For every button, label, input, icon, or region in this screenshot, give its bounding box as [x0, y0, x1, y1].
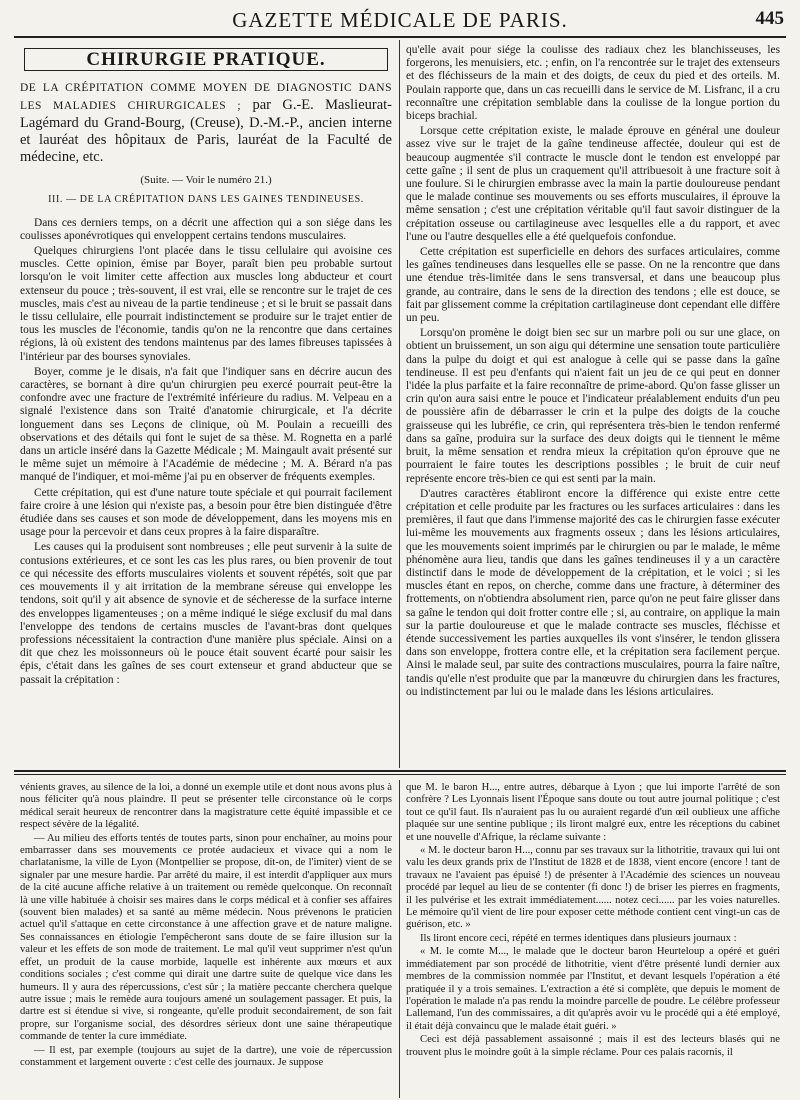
paragraph: Ceci est déjà passablement assaisonné ; mais il est des lecteurs blasés qui ne trouvent plus le moindre goût à la simple réclame. Pour ces palais racornis, il [406, 1034, 780, 1058]
quotation: « M. le comte M..., le malade que le docteur baron Heurteloup a opéré et guéri immédiatement par son procédé de lithotritie, vient d'être présenté lundi dernier aux membres de la commission nommée par l'Institut, et devant lesquels l'opération a été pratiquée il y a trois semaines. L'extraction a été si complète, que depuis le moment de l'opération le malade n'a pas rendu la moindre parcelle de poudre. Le célèbre professeur Lallemand, l'un des commissaires, a dit qu'après avoir vu le procédé qui a été employé, il était déjà convaincu que le malade était guéri. » [406, 946, 780, 1032]
article-title-lead: DE LA CRÉPITATION COMME MOYEN DE DIAGNOSTIC DANS LES MALADIES CHIRURGICALES ; [20, 82, 392, 113]
page-header [14, 6, 786, 38]
paragraph: qu'elle avait pour siége la coulisse des radiaux chez les blanchisseuses, les forgerons, les menuisiers, etc. ; enfin, on l'a rencontrée sur le trajet des extenseurs et des fléchisseurs de la main et des doigts, de ceux du pied et des orteils. M. Poulain rapporte que, dans un cas recueilli dans le service de M. Lisfranc, il a cru reconnaître une crépitation semblable dans la coulisse de la longue portion du biceps brachial. [406, 44, 780, 123]
paragraph: Lorsque cette crépitation existe, le malade éprouve en général une douleur assez vive sur le trajet de la gaîne tendineuse affectée, douleur qui est de beaucoup augmentée s'il contracte le muscle dont le tendon est enveloppé par cette gaîne ; il sent de plus un craquement qu'il attribuesoit à une fracture soit à une foulure. Si le chirurgien embrasse avec la main la partie douloureuse pendant que le malade continue ses mouvements ou ses efforts musculaires, il éprouve la même sensation ; c'est une crépitation véritable qu'il faut savoir distinguer de la crépitation osseuse ou cartilagineuse avec lesquelles elle a du rapport, et avec l'une ou l'autre desquelles elle a été quelquefois confondue. [406, 125, 780, 243]
column-2 [406, 44, 780, 766]
page-number: 445 [755, 8, 784, 29]
paragraph: Quelques chirurgiens l'ont placée dans le tissu cellulaire qui avoisine ces muscles. Cette opinion, émise par Boyer, paraît bien peu probable surtout lorsqu'on le voit limiter cette affection aux muscles long abducteur et court extenseur du pouce ; très-souvent, il est vrai, elle se rencontre sur le trajet de ces muscles, mais c'est au niveau de la partie tendineuse ; et si le bruit se passait dans le tissu cellulaire, elle pourrait indistinctement se produire sur le trajet entier de tous les muscles de l'économie, tandis qu'on ne la rencontre que dans certaines régions, là où existent des tendons maintenus par des lames fibreuses tapissées à l'intérieur par des bourses synoviales. [20, 245, 392, 363]
journal-title: GAZETTE MÉDICALE DE PARIS. [232, 8, 568, 32]
continuation-note: (Suite. — Voir le numéro 21.) [140, 174, 272, 187]
paragraph: que M. le baron H..., entre autres, débarque à Lyon ; que lui importe l'arrêté de son confrère ? Les Lyonnais lisent l'Époque sans doute ou tout autre journal politique ; c'est tout ce qu'il faut. Ils n'auraient pas lu ou auraient regardé d'un œil oublieux une affiche plaquée sur une sentine publique ; ils liront malgré eux, entre les réceptions du cabinet et une nouvelle d'Afrique, la réclame suivante : [406, 782, 780, 843]
paragraph: Lorsqu'on promène le doigt bien sec sur un marbre poli ou sur une glace, on obtient un bruissement, un son aigu qui détermine une sensation toute particulière dans la pulpe du doigt et qui est analogue à celle qui se passe dans la gaîne tendineuse. Il est peu d'enfants qui n'aient fait un jeu de ce qui peut en donner l'idée la plus parfaite et la faire reconnaître de prime-abord. Qu'on fasse glisser un crin qu'on aura saisi entre le pouce et l'indicateur préalablement enduits d'un peu de poussière afin de débarrasser le crin et la pulpe des doigts de la couche graisseuse qui les lubréfie, ce crin, qui représentera très-bien le tendon renfermé dans sa gaîne, produira sur la surface des deux doigts qui le tiennent le même bruit, la même sensation et rendra mieux la crépitation qu'on éprouve que ne pourraient le faire toutes les descriptions possibles ; le bruit de cuir neuf représente encore très-bien ce qui est senti par la main. [406, 327, 780, 485]
article-title [20, 79, 392, 166]
feuilleton-column-2 [406, 782, 780, 1096]
paragraph: D'autres caractères établiront encore la différence qui existe entre cette crépitation et celle produite par les fractures ou les surfaces articulaires : dans les premières, il faut que dans l'immense majorité des cas le chirurgien fasse exécuter lui-même les mouvements aux fragments osseux ; dans les lésions articulaires, que les mouvements soient imprimés par le chirurgien ou par le malade, le même phénomène aura lieu, tandis que dans les gaînes tendineuses il y a un caractère distinctif dans le mode de développement de la crépitation, et le voici ; si les muscles étant en repos, on cherche, comme dans une fracture, à déterminer des frottements, on n'obtiendra absolument rien, parce qu'on ne peut faire glisser dans sa gaîne le tendon qui doit frotter contre elle ; si, au contraire, on applique la main sur la partie douloureuse et que le malade contracte ses muscles, fléchisse et étende successivement les parties auxquelles ils vont s'insérer, le tendon glissera dans son enveloppe, frottera contre elle, et la crépitation sera facilement perçue. Ainsi le malade seul, par suite des contractions musculaires, pourra la faire naître, tandis qu'elle n'est produite que par la manœuvre du chirurgien dans les fractures, ou indistinctement par lui ou le malade dans les lésions articulaires. [406, 487, 780, 698]
paragraph: vénients graves, au silence de la loi, a donné un exemple utile et dont nous avons plus à nous féliciter qu'à nous plaindre. Il peut se présenter telle circonstance où le corps médical serait heureux de rencontrer dans la magistrature cette équité impassible et ce respect sévère de la légalité. [20, 782, 392, 831]
article-title-author: par G.-E. Maslieurat-Lagémard du Grand-Bourg, (Creuse), D.-M.-P., ancien interne et lauréat des hôpitaux de Paris, lauréat de la Faculté de médecine, etc. [20, 97, 392, 166]
section-title: CHIRURGIE PRATIQUE. [24, 48, 388, 71]
article-subheading: III. — DE LA CRÉPITATION DANS LES GAINES TENDINEUSES. [48, 194, 364, 206]
paragraph: — Il est, par exemple (toujours au sujet de la dartre), une voie de répercussion constamment et largement ouverte : c'est celle des journaux. Je suppose [20, 1044, 392, 1068]
paragraph: Cette crépitation, qui est d'une nature toute spéciale et qui pourrait facilement faire croire à une lésion qui n'existe pas, a besoin pour être bien distinguée d'être étudiée dans ses causes et son mode de développement, dans les moyens mis en usage pour la percevoir et dans ceux propres à la faire disparaître. [20, 486, 392, 539]
section-divider [14, 770, 786, 772]
paragraph: Dans ces derniers temps, on a décrit une affection qui a son siége dans les coulisses aponévrotiques qui enveloppent certains tendons musculaires. [20, 216, 392, 242]
feuilleton-column-1 [20, 782, 392, 1096]
paragraph: — Au milieu des efforts tentés de toutes parts, sinon pour enchaîner, au moins pour embarrasser dans ses mouvements ce protée audacieux et vivace qui a nom le charlatanisme, la ville de Lyon (Montpellier se propose, dit-on, de l'imiter) vient de se signaler par une mesure hardie. Par arrêté du maire, il est interdit d'appliquer aux murs de la cité aucune affiche relative à un traitement ou remède quelconque. On reconnaît là une ville habituée à choisir ses maires dans le corps médical et à confier ses affaires (souvent bien malades) et sa santé au même médecin. Nous prévenons le praticien actuel qu'il s'attaque en cette circonstance à une affection grave et de nature maligne. Ses connaissances en étiologie l'empêcheront sans doute de se faire illusion sur la valeur et les effets de son mode de traitement. Le mal qu'il veut supprimer n'est qu'un effet, un produit de la cause morbide, laquelle est inhérente aux mœurs et aux conditions sociales ; c'est comme qui dirait une dartre suite de quelque vice dans les humeurs. Il y aura des répercussions, c'est sûr ; la matière peccante cherchera quelque autre issue ; mais le remède aura toujours amené un soulagement passager. Et puis, la dartre est si étendue si vive, si rongeante, qu'elle produit secondairement, de son fait propre, sur l'organisme social, des désordres sérieux dont une saine thérapeutique commande de tenter la cure immédiate. [20, 832, 392, 1043]
paragraph: Les causes qui la produisent sont nombreuses ; elle peut survenir à la suite de contusions extérieures, et ce sont les cas les plus rares, ou bien provenir de tout ce qui nécessite des efforts musculaires violents et souvent répétés, soit que par ces mouvements il y ait irritation de la membrane séreuse qui enveloppe les tendons, soit qu'il y ait absence de synovie et de sécheresse de la surface interne des enveloppes ligamenteuses ; on a même indiqué le siége exclusif du mal dans l'enveloppe des tendons de certains muscles de l'avant-bras dont quelques professions nécessitaient la contraction d'une manière plus spéciale. Ainsi on a dit que chez les moissonneurs où le pouce était souvent écarté pour saisir les épis, c'était dans les gaînes de ses court extenseur et grand abducteur que se passait la crépitation : [20, 541, 392, 686]
column-divider [399, 40, 400, 768]
column-1 [20, 44, 392, 766]
section-divider-thin [14, 774, 786, 775]
column-divider-lower [399, 780, 400, 1098]
paragraph: Cette crépitation est superficielle en dehors des surfaces articulaires, comme les gaînes tendineuses dans lesquelles elle se passe. On ne la rencontre que dans une étendue très-limitée dans le sens transversal, et dans une beaucoup plus grande, au contraire, dans le sens de la direction des tendons ; elle est douce, se fait par glissement comme la crépitation cartilagineuse dont cependant elle diffère un peu. [406, 246, 780, 325]
paragraph: Boyer, comme je le disais, n'a fait que l'indiquer sans en décrire aucun des caractères, se bornant à dire qu'un chirurgien peu exercé pourrait peut-être la confondre avec une fracture de l'extrémité inférieure du radius. M. Velpeau en a signalé l'existence dans son Traité d'anatomie chirurgicale, et l'a décrite longuement dans ses Leçons de clinique, où M. Poulain a recueilli des observations et des détails qui font le sujet de sa thèse. M. Rognetta en a parlé dans un article inséré dans la Gazette Médicale ; M. Maingault avait présenté sur le même sujet un mémoire à l'Académie de médecine ; M. A. Bérard n'a pas manqué de l'indiquer, et moi-même j'ai pu en observer de fréquents exemples. [20, 365, 392, 484]
paragraph: Ils liront encore ceci, répété en termes identiques dans plusieurs journaux : [420, 932, 737, 944]
quotation: « M. le docteur baron H..., connu par ses travaux sur la lithotritie, travaux qui lui ont valu les deux grands prix de l'Institut de 1828 et de 1838, vient encore (encore ! tant de travaux ne l'avaient pas épuisé !) de présenter à l'Académie des sciences un nouveau procédé par lequel au lieu de se contenter (fi donc !) de briser les pierres en fragments, il les pulvérise et les extrait immédiatement...... notez ceci...... par les voies naturelles. Le mémoire qu'il vient de lire pour exposer cette méthode contient cent vingt-un cas de guérison, etc. » [406, 845, 780, 931]
